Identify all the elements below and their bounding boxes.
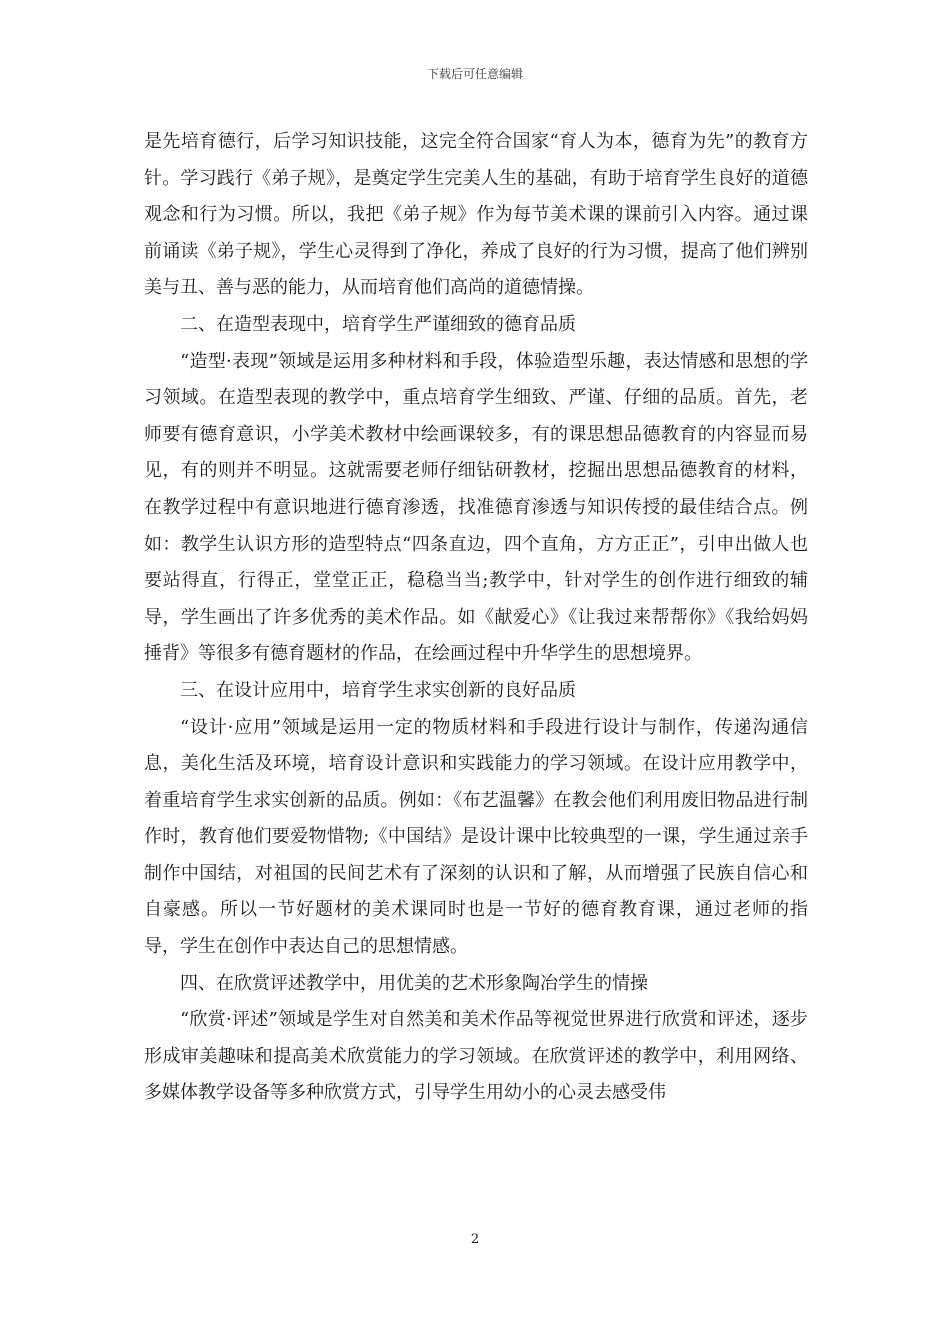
paragraph-modeling: “造型·表现”领域是运用多种材料和手段，体验造型乐趣，表达情感和思想的学习领域。在造型表现的教学中，重点培育学生细致、严谨、仔细的品质。首先，老师要有德育意识，小学美术教材中绘画课较多，有的课思想品德教育的内容显而易见，有的则并不明显。这就需要老师仔细钻研教材，挖掘出思想品德教育的材料，在教学过程中有意识地进行德育渗透，找准德育渗透与知识传授的最佳结合点。例如：教学生认识方形的造型特点“四条直边，四个直角，方方正正”，引申出做人也要站得直，行得正，堂堂正正，稳稳当当;教学中，针对学生的创作进行细致的辅导，学生画出了许多优秀的美术作品。如《献爱心》《让我过来帮帮你》《我给妈妈捶背》等很多有德育题材的作品，在绘画过程中升华学生的思想境界。: [144, 350, 808, 665]
page-number: 2: [470, 1232, 480, 1247]
section-heading-2: 二、在造型表现中，培育学生严谨细致的德育品质: [180, 313, 576, 335]
paragraph-design: “设计·应用”领域是运用一定的物质材料和手段进行设计与制作，传递沟通信息，美化生活及环境，培育设计意识和实践能力的学习领域。在设计应用教学中，着重培育学生求实创新的品质。例如：《布艺温馨》在教会他们利用废旧物品进行制作时，教育他们要爱物惜物;《中国结》是设计课中比较典型的一课，学生通过亲手制作中国结，对祖国的民间艺术有了深刻的认识和了解，从而增强了民族自信心和自豪感。所以一节好题材的美术课同时也是一节好的德育教育课，通过老师的指导，学生在创作中表达自己的思想情感。: [144, 716, 808, 958]
paragraph-continuation: 是先培育德行，后学习知识技能，这完全符合国家“育人为本，德育为先”的教育方针。学习践行《弟子规》，是奠定学生完美人生的基础，有助于培育学生良好的道德观念和行为习惯。所以，我把《弟子规》作为每节美术课的课前引入内容。通过课前诵读《弟子规》，学生心灵得到了净化，养成了良好的行为习惯，提高了他们辨别美与丑、善与恶的能力，从而培育他们高尚的道德情操。: [144, 131, 808, 299]
paragraph-appreciation: “欣赏·评述”领域是学生对自然美和美术作品等视觉世界进行欣赏和评述，逐步形成审美趣味和提高美术欣赏能力的学习领域。在欣赏评述的教学中，利用网络、多媒体教学设备等多种欣赏方式，引导学生用幼小的心灵去感受伟: [144, 1009, 808, 1104]
document-body: [144, 124, 808, 1112]
section-heading-4: 四、在欣赏评述教学中，用优美的艺术形象陶冶学生的情操: [180, 972, 648, 994]
page-header: 下载后可任意编辑: [426, 67, 523, 81]
section-heading-3: 三、在设计应用中，培育学生求实创新的良好品质: [180, 679, 576, 701]
